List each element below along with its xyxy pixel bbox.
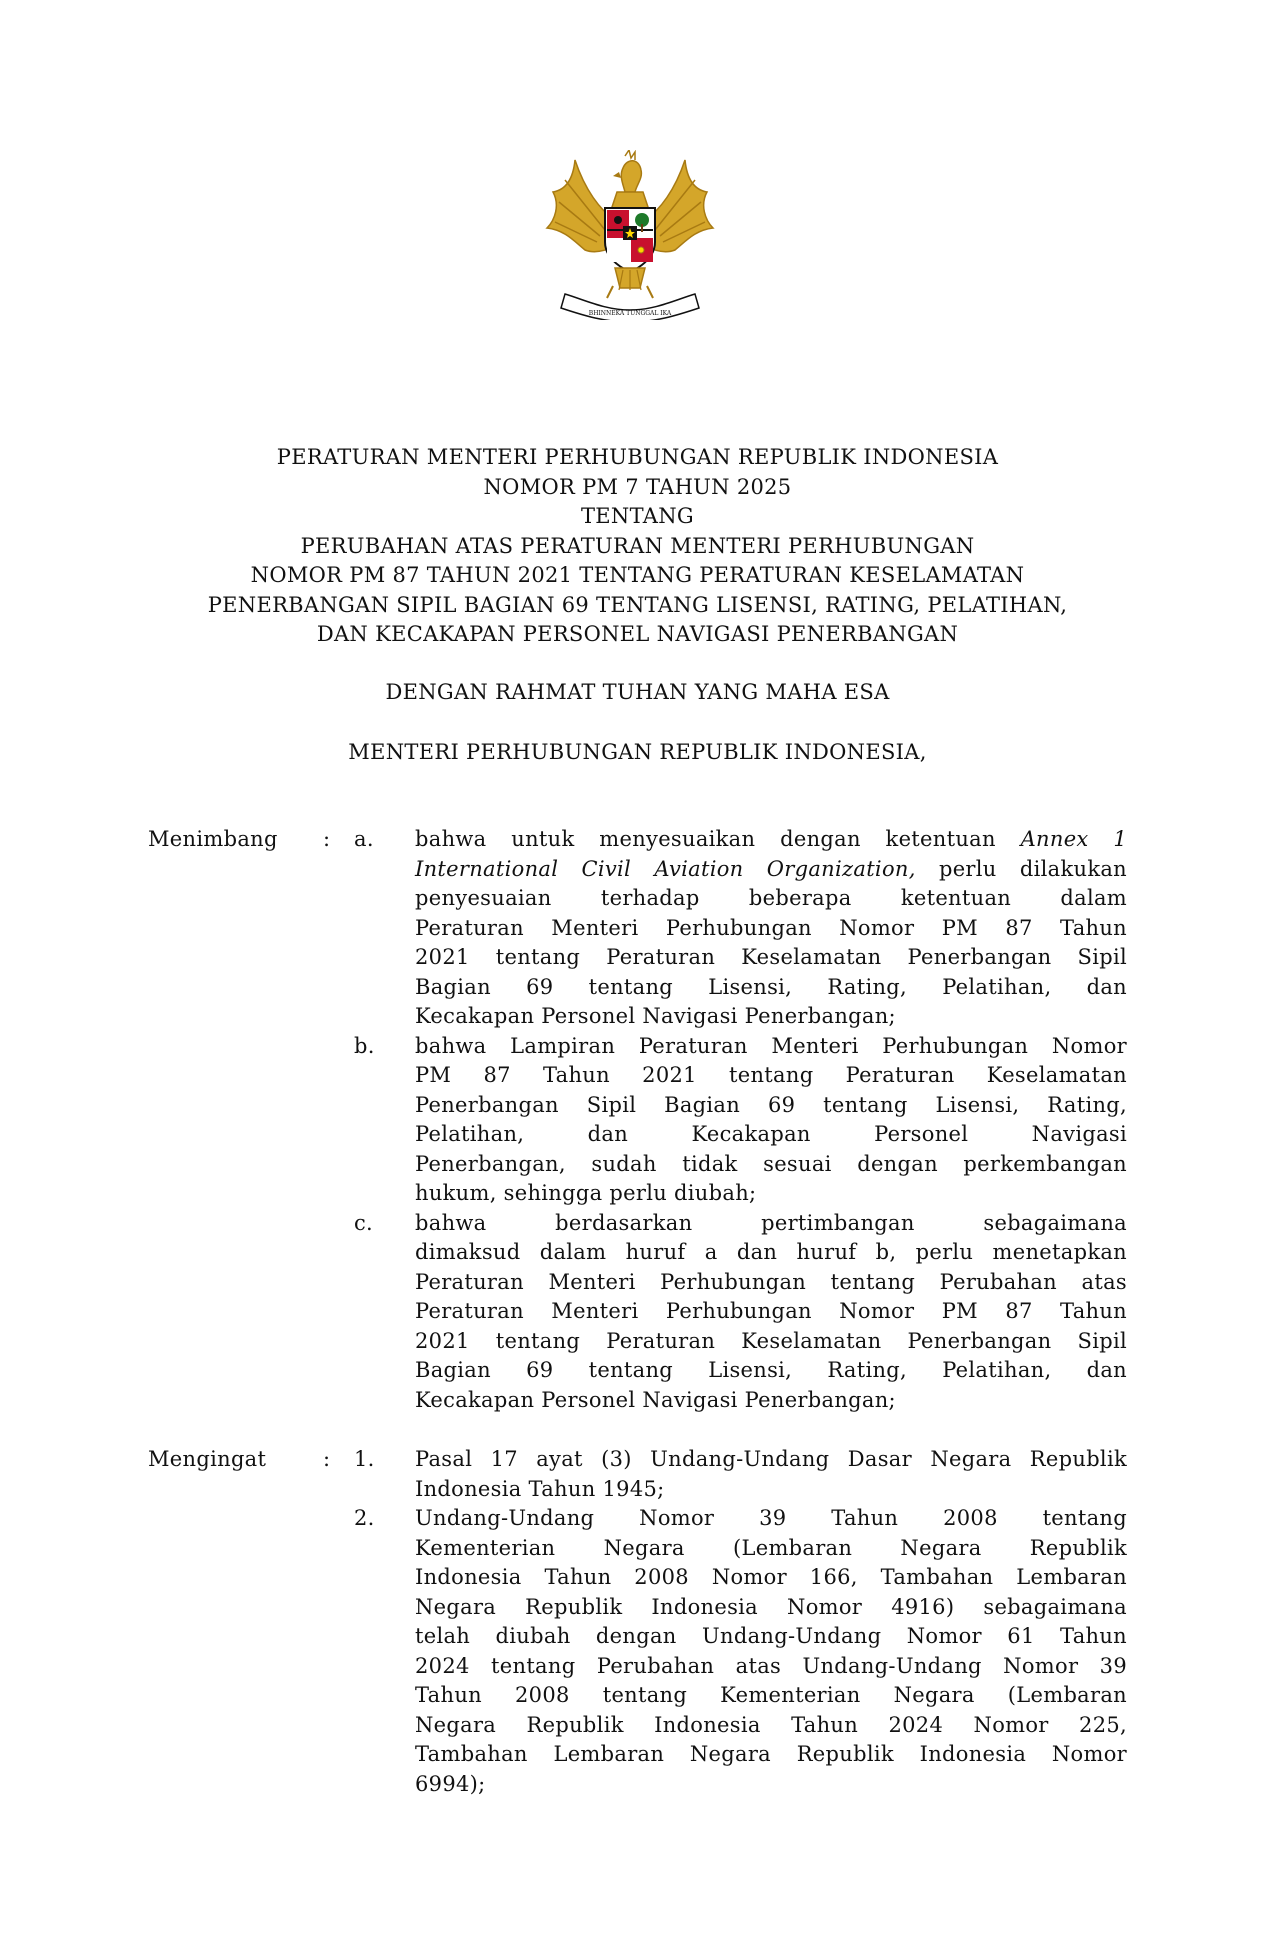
text-line: Bagian 69 tentang Lisensi, Rating, Pelatihan, dan <box>415 974 1127 999</box>
list-item <box>148 825 1133 1032</box>
text-line: Indonesia Tahun 2008 Nomor 166, Tambahan Lembaran <box>415 1565 1127 1589</box>
text-line: Penerbangan, sudah tidak sesuai dengan perkembangan <box>415 1151 1127 1176</box>
title-line: DAN KECAKAPAN PERSONEL NAVIGASI PENERBANGAN <box>316 622 959 646</box>
title-line: NOMOR PM 7 TAHUN 2025 <box>483 474 792 499</box>
text-line: bahwa untuk menyesuaikan dengan ketentuan Annex 1 <box>415 827 1127 851</box>
text-line: bahwa berdasarkan pertimbangan sebagaimana <box>415 1210 1127 1235</box>
title-line: PERATURAN MENTERI PERHUBUNGAN REPUBLIK INDONESIA <box>276 445 999 469</box>
list-item <box>148 1209 1133 1416</box>
text-line: Negara Republik Indonesia Nomor 4916) sebagaimana <box>415 1594 1127 1619</box>
text-line: Pelatihan, dan Kecakapan Personel Navigasi <box>415 1122 1127 1146</box>
text-line: telah diubah dengan Undang-Undang Nomor 61 Tahun <box>415 1624 1127 1648</box>
title-line: PENERBANGAN SIPIL BAGIAN 69 TENTANG LISENSI, RATING, PELATIHAN, <box>207 592 1068 617</box>
text-line: Kementerian Negara (Lembaran Negara Republik <box>415 1535 1127 1560</box>
mengingat-section <box>148 1445 1133 1799</box>
text-line: bahwa Lampiran Peraturan Menteri Perhubungan Nomor <box>415 1033 1127 1058</box>
item-text <box>415 1209 1127 1416</box>
item-text <box>415 1032 1127 1209</box>
section-colon: : <box>323 827 331 851</box>
text-line: Peraturan Menteri Perhubungan tentang Perubahan atas <box>415 1269 1127 1294</box>
text-line: Pasal 17 ayat (3) Undang-Undang Dasar Negara Republik <box>415 1447 1127 1471</box>
title-line: TENTANG <box>581 504 694 528</box>
text-line: Undang-Undang Nomor 39 Tahun 2008 tentang <box>415 1506 1127 1530</box>
motto-text: BHINNEKA TUNGGAL IKA <box>588 310 672 317</box>
text-line: hukum, sehingga perlu diubah; <box>415 1181 757 1205</box>
menimbang-section <box>148 825 1133 1415</box>
text-line: Peraturan Menteri Perhubungan Nomor PM 87 Tahun <box>415 915 1127 940</box>
text-line: Tambahan Lembaran Negara Republik Indonesia Nomor <box>415 1742 1127 1766</box>
section-label: Mengingat <box>148 1447 267 1471</box>
item-text <box>415 825 1127 1032</box>
garuda-emblem-icon <box>545 150 715 320</box>
item-marker: b. <box>354 1033 375 1058</box>
text-line: 6994); <box>415 1771 486 1796</box>
section-label: Menimbang <box>148 827 278 851</box>
minister-text: MENTERI PERHUBUNGAN REPUBLIK INDONESIA, <box>348 740 927 764</box>
regulation-title <box>0 443 1275 650</box>
list-item <box>148 1032 1133 1209</box>
text-line: 2024 tentang Perubahan atas Undang-Undang Nomor 39 <box>415 1653 1127 1678</box>
text-line: Indonesia Tahun 1945; <box>415 1476 665 1501</box>
text-line: 2021 tentang Peraturan Keselamatan Penerbangan Sipil <box>415 945 1127 969</box>
minister-heading <box>0 738 1275 768</box>
text-line: Bagian 69 tentang Lisensi, Rating, Pelatihan, dan <box>415 1358 1127 1382</box>
text-line: Tahun 2008 tentang Kementerian Negara (Lembaran <box>415 1683 1127 1707</box>
item-text <box>415 1504 1127 1799</box>
list-item <box>148 1445 1133 1504</box>
item-marker: 2. <box>354 1506 375 1530</box>
section-colon: : <box>323 1447 331 1471</box>
item-marker: a. <box>354 827 374 851</box>
item-text <box>415 1445 1127 1504</box>
opening-text: DENGAN RAHMAT TUHAN YANG MAHA ESA <box>385 680 890 704</box>
text-line: Negara Republik Indonesia Tahun 2024 Nomor 225, <box>415 1712 1127 1737</box>
text-line: PM 87 Tahun 2021 tentang Peraturan Keselamatan <box>415 1063 1127 1087</box>
item-marker: 1. <box>354 1447 375 1471</box>
text-line: penyesuaian terhadap beberapa ketentuan dalam <box>415 886 1127 910</box>
title-line: NOMOR PM 87 TAHUN 2021 TENTANG PERATURAN KESELAMATAN <box>250 563 1025 587</box>
text-line: International Civil Aviation Organization, perlu dilakukan <box>415 856 1127 881</box>
text-line: dimaksud dalam huruf a dan huruf b, perlu menetapkan <box>415 1240 1127 1264</box>
opening-phrase <box>0 678 1275 708</box>
text-line: Peraturan Menteri Perhubungan Nomor PM 87 Tahun <box>415 1299 1127 1323</box>
list-item <box>148 1504 1133 1799</box>
text-line: Kecakapan Personel Navigasi Penerbangan; <box>415 1387 896 1412</box>
text-line: Kecakapan Personel Navigasi Penerbangan; <box>415 1004 896 1028</box>
text-line: 2021 tentang Peraturan Keselamatan Penerbangan Sipil <box>415 1328 1127 1353</box>
item-marker: c. <box>354 1210 374 1235</box>
title-line: PERUBAHAN ATAS PERATURAN MENTERI PERHUBUNGAN <box>300 533 975 558</box>
text-line: Penerbangan Sipil Bagian 69 tentang Lisensi, Rating, <box>415 1092 1127 1117</box>
